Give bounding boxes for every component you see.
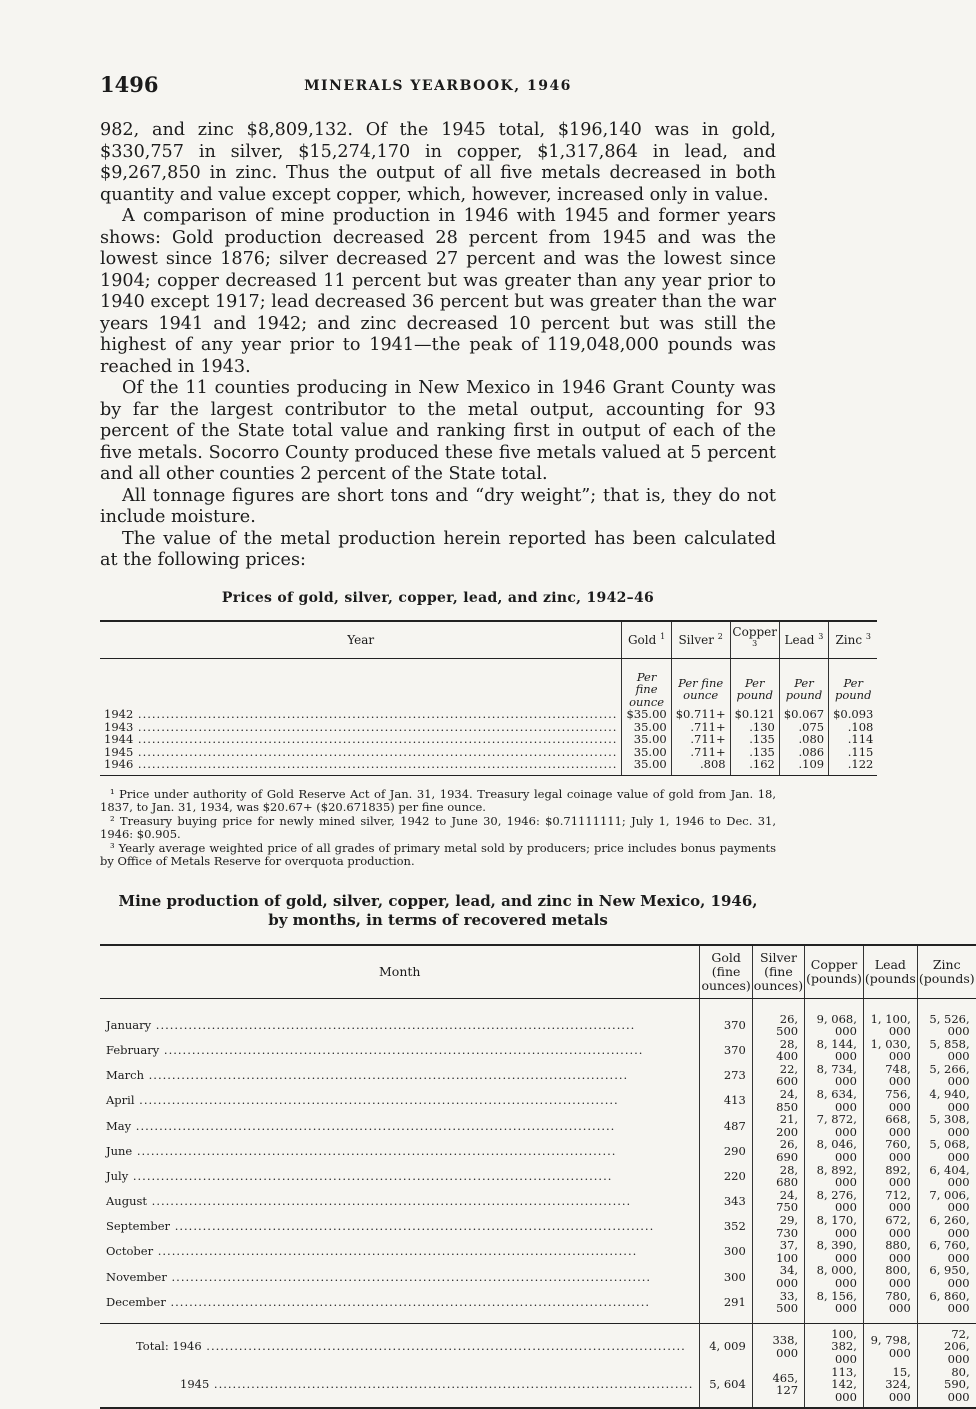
col-header-copper: Copper $^3$ (730, 621, 779, 659)
value-cell: 370 (700, 1038, 752, 1063)
total-value-cell: 113, 142, 000 (805, 1366, 864, 1409)
running-head (100, 72, 776, 102)
month-cell: January ..... (100, 998, 700, 1038)
value-cell: 880, 000 (863, 1239, 917, 1264)
value-cell: 5, 858, 000 (917, 1038, 975, 1063)
month-cell: October ..... (100, 1239, 700, 1264)
monthly-body (100, 998, 976, 1408)
value-cell: 8, 634, 000 (805, 1088, 864, 1113)
value-cell: 8, 156, 000 (805, 1290, 864, 1324)
table-row (100, 1239, 976, 1264)
value-cell: 8, 170, 000 (805, 1214, 864, 1239)
monthly-table-title: Mine production of gold, silver, copper, lead, and zinc in New Mexico, 1946, by months, in terms of recovered metals (100, 892, 776, 930)
month-cell: September ..... (100, 1214, 700, 1239)
table-row (100, 1214, 976, 1239)
value-cell: 7, 006, 000 (917, 1189, 975, 1214)
value-cell: 6, 860, 000 (917, 1290, 975, 1324)
table-row: 1943 ..... 35.00 .711+ .130 .075 .108 (100, 721, 877, 734)
footnote: ¹ Price under authority of Gold Reserve Act of Jan. 31, 1934. Treasury legal coinage value of gold from Jan. 18, 1837, to Jan. 31, 1934, was $20.67+ ($20.671835) per fine ounce. (100, 788, 776, 814)
total-value-cell: 15, 324, 000 (863, 1366, 917, 1409)
total-row (100, 1323, 976, 1365)
value-cell: 8, 892, 000 (805, 1164, 864, 1189)
col-header-zinc: Zinc $^3$ (829, 621, 878, 659)
total-label-cell: 1945 ..... (100, 1366, 700, 1409)
page-number: 1496 (100, 72, 158, 97)
value-cell: 760, 000 (863, 1138, 917, 1163)
total-label-cell: Total: 1946 ..... (100, 1323, 700, 1365)
table-row (100, 1113, 976, 1138)
footnote: ² Treasury buying price for newly mined silver, 1942 to June 30, 1946: $0.71111111; July 1, 1946 to Dec. 31, 1946: $0.905. (100, 815, 776, 841)
table-row (100, 1164, 976, 1189)
paragraph: 982, and zinc $8,809,132. Of the 1945 total, $196,140 was in gold, $330,757 in silver, $15,274,170 in copper, $1,317,864 in lead, and $9,267,850 in zinc. Thus the output of all five metals decreased in both quantity and value except copper, which, however, increased only in value. (100, 120, 776, 206)
col-header-lead: Lead (pounds (863, 945, 917, 999)
month-cell: March ..... (100, 1063, 700, 1088)
unit-label: Per fine ounce (671, 658, 730, 708)
value-cell: 26, 690 (752, 1138, 804, 1163)
table-row (100, 1189, 976, 1214)
table-row (100, 998, 976, 1038)
col-header-copper: Copper (pounds) (805, 945, 864, 999)
col-header-year: Year (100, 621, 622, 659)
value-cell: 5, 526, 000 (917, 998, 975, 1038)
table-row (100, 1264, 976, 1289)
value-cell: 7, 872, 000 (805, 1113, 864, 1138)
value-cell: 6, 950, 000 (917, 1264, 975, 1289)
value-cell: 300 (700, 1264, 752, 1289)
value-cell: 8, 734, 000 (805, 1063, 864, 1088)
month-cell: February ..... (100, 1038, 700, 1063)
table-row (100, 1290, 976, 1324)
value-cell: 9, 068, 000 (805, 998, 864, 1038)
value-cell: 24, 850 (752, 1088, 804, 1113)
total-value-cell: 80, 590, 000 (917, 1366, 975, 1409)
value-cell: 4, 940, 000 (917, 1088, 975, 1113)
unit-label: Per fine ounce (622, 658, 671, 708)
value-cell: 37, 100 (752, 1239, 804, 1264)
col-header-lead: Lead $^3$ (779, 621, 828, 659)
total-value-cell: 9, 798, 000 (863, 1323, 917, 1365)
value-cell: 1, 100, 000 (863, 998, 917, 1038)
value-cell: 712, 000 (863, 1189, 917, 1214)
value-cell: 748, 000 (863, 1063, 917, 1088)
table-row: 1946 ..... 35.00 .808 .162 .109 .122 (100, 758, 877, 775)
value-cell: 780, 000 (863, 1290, 917, 1324)
table-row: 1942 ..... $35.00 $0.711+ $0.121 $0.067 $0.093 (100, 708, 877, 721)
unit-label: Per pound (730, 658, 779, 708)
month-cell: April ..... (100, 1088, 700, 1113)
value-cell: 892, 000 (863, 1164, 917, 1189)
month-cell: December ..... (100, 1290, 700, 1324)
value-cell: 413 (700, 1088, 752, 1113)
col-header-gold: Gold $^1$ (622, 621, 671, 659)
table-row: 1944 ..... 35.00 .711+ .135 .080 .114 (100, 733, 877, 746)
unit-label: Per pound (829, 658, 878, 708)
value-cell: 352 (700, 1214, 752, 1239)
paragraph: All tonnage figures are short tons and “dry weight”; that is, they do not include moisture. (100, 486, 776, 529)
value-cell: 28, 680 (752, 1164, 804, 1189)
value-cell: 8, 144, 000 (805, 1038, 864, 1063)
value-cell: 22, 600 (752, 1063, 804, 1088)
col-header-silver: Silver $^2$ (671, 621, 730, 659)
paragraph: A comparison of mine production in 1946 with 1945 and former years shows: Gold production decreased 28 percent from 1945 and was the lowest since 1876; silver decreased 27 percent and was the lowest since 1904; copper decreased 11 percent but was greater than any year prior to 1940 except 1917; lead decreased 36 percent but was greater than the war years 1941 and 1942; and zinc decreased 10 percent but was still the highest of any year prior to 1941—the peak of 119,048,000 pounds was reached in 1943. (100, 206, 776, 378)
month-cell: May ..... (100, 1113, 700, 1138)
value-cell: 8, 000, 000 (805, 1264, 864, 1289)
table-row (100, 1088, 976, 1113)
total-row (100, 1366, 976, 1409)
col-header-zinc: Zinc (pounds) (917, 945, 975, 999)
table-row (100, 1138, 976, 1163)
value-cell: 6, 760, 000 (917, 1239, 975, 1264)
value-cell: 756, 000 (863, 1088, 917, 1113)
value-cell: 5, 266, 000 (917, 1063, 975, 1088)
value-cell: 6, 260, 000 (917, 1214, 975, 1239)
value-cell: 24, 750 (752, 1189, 804, 1214)
total-value-cell: 72, 206, 000 (917, 1323, 975, 1365)
paragraph: The value of the metal production herein reported has been calculated at the following prices: (100, 529, 776, 572)
value-cell: 5, 308, 000 (917, 1113, 975, 1138)
monthly-header-row (100, 945, 976, 999)
value-cell: 487 (700, 1113, 752, 1138)
month-cell: July ..... (100, 1164, 700, 1189)
value-cell: 1, 030, 000 (863, 1038, 917, 1063)
value-cell: 220 (700, 1164, 752, 1189)
table-row (100, 1038, 976, 1063)
month-cell: November ..... (100, 1264, 700, 1289)
prices-table (100, 620, 877, 776)
value-cell: 343 (700, 1189, 752, 1214)
value-cell: 668, 000 (863, 1113, 917, 1138)
value-cell: 5, 068, 000 (917, 1138, 975, 1163)
month-cell: June ..... (100, 1138, 700, 1163)
footnotes (100, 788, 776, 868)
month-cell: August ..... (100, 1189, 700, 1214)
prices-header-row (100, 621, 877, 659)
table-row: 1945 ..... 35.00 .711+ .135 .086 .115 (100, 746, 877, 759)
footnote: ³ Yearly average weighted price of all grades of primary metal sold by producers; price includes bonus payments by Office of Metals Reserve for overquota production. (100, 842, 776, 868)
value-cell: 672, 000 (863, 1214, 917, 1239)
value-cell: 800, 000 (863, 1264, 917, 1289)
table-row (100, 1063, 976, 1088)
page (100, 72, 776, 1409)
col-header-silver: Silver (fine ounces) (752, 945, 804, 999)
col-header-month: Month (100, 945, 700, 999)
body-text (100, 120, 776, 572)
value-cell: 370 (700, 998, 752, 1038)
value-cell: 300 (700, 1239, 752, 1264)
value-cell: 273 (700, 1063, 752, 1088)
value-cell: 6, 404, 000 (917, 1164, 975, 1189)
value-cell: 8, 046, 000 (805, 1138, 864, 1163)
units-row (100, 658, 877, 708)
value-cell: 290 (700, 1138, 752, 1163)
value-cell: 26, 500 (752, 998, 804, 1038)
total-value-cell: 5, 604 (700, 1366, 752, 1409)
total-value-cell: 465, 127 (752, 1366, 804, 1409)
value-cell: 29, 730 (752, 1214, 804, 1239)
value-cell: 28, 400 (752, 1038, 804, 1063)
total-value-cell: 100, 382, 000 (805, 1323, 864, 1365)
col-header-gold: Gold (fine ounces) (700, 945, 752, 999)
value-cell: 21, 200 (752, 1113, 804, 1138)
monthly-production-table (100, 944, 976, 1409)
total-value-cell: 4, 009 (700, 1323, 752, 1365)
unit-label: Per pound (779, 658, 828, 708)
value-cell: 33, 500 (752, 1290, 804, 1324)
total-value-cell: 338, 000 (752, 1323, 804, 1365)
value-cell: 8, 276, 000 (805, 1189, 864, 1214)
running-title: MINERALS YEARBOOK, 1946 (100, 78, 776, 94)
value-cell: 34, 000 (752, 1264, 804, 1289)
prices-table-title: Prices of gold, silver, copper, lead, and zinc, 1942–46 (100, 590, 776, 606)
value-cell: 291 (700, 1290, 752, 1324)
paragraph: Of the 11 counties producing in New Mexico in 1946 Grant County was by far the largest contributor to the metal output, accounting for 93 percent of the State total value and ranking first in output of each of the five metals. Socorro County produced these five metals valued at 5 percent and all other counties 2 percent of the State total. (100, 378, 776, 486)
value-cell: 8, 390, 000 (805, 1239, 864, 1264)
